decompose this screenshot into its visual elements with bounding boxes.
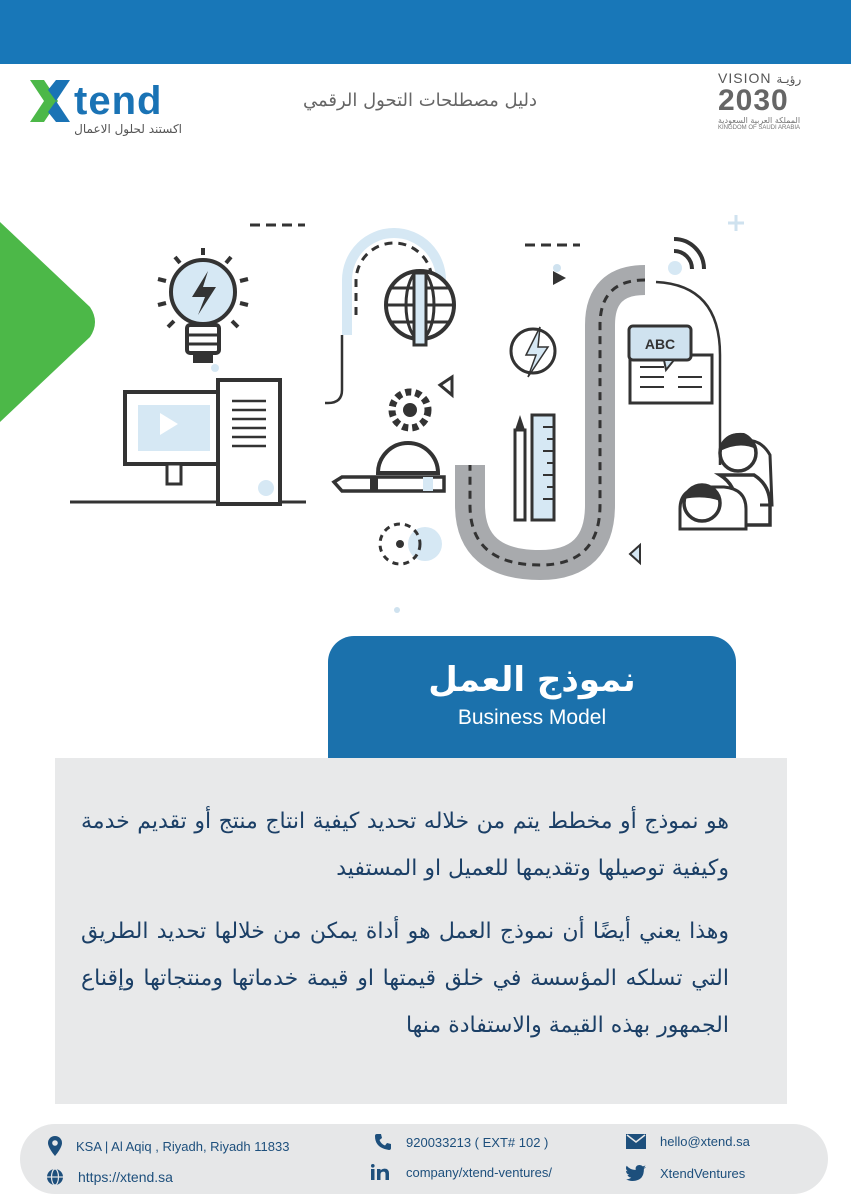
book-abc-icon xyxy=(629,326,712,403)
gears-pencil-icon xyxy=(334,392,444,491)
guide-title: دليل مصطلحات التحول الرقمي xyxy=(302,90,538,111)
abc-label: ABC xyxy=(644,336,676,352)
twitter-icon xyxy=(626,1165,646,1181)
footer-email[interactable] xyxy=(626,1134,750,1149)
brand-name: tend xyxy=(74,79,163,123)
top-banner xyxy=(0,0,851,64)
kingdom-en: KINGDOM OF SAUDI ARABIA xyxy=(718,125,801,131)
digital-transformation-illustration xyxy=(60,205,780,625)
vision-year: 2030 xyxy=(718,84,789,117)
target-icon xyxy=(380,524,442,564)
linkedin-icon xyxy=(370,1164,392,1180)
linkedin-link[interactable]: company/xtend-ventures/ xyxy=(406,1164,552,1180)
footer-phone[interactable] xyxy=(374,1133,548,1151)
footer-linkedin[interactable] xyxy=(370,1164,552,1180)
globe-icon xyxy=(46,1168,64,1186)
definition-paragraph: هو نموذج أو مخطط يتم من خلاله تحديد كيفية انتاج منتج أو تقديم خدمة وكيفية توصيلها وتقديمها للعميل او المستفيد xyxy=(81,809,729,881)
vision-word: VISION xyxy=(718,70,772,86)
location-pin-icon xyxy=(48,1136,62,1156)
x-logo-mark-icon xyxy=(28,78,72,124)
title-card xyxy=(328,636,736,758)
contact-footer xyxy=(20,1124,828,1194)
brand-tagline: اكستند لحلول الاعمال xyxy=(74,122,182,136)
footer-address xyxy=(48,1136,289,1156)
website-link[interactable]: https://xtend.sa xyxy=(78,1169,173,1185)
footer-website[interactable] xyxy=(46,1168,173,1186)
lightning-icon xyxy=(511,327,555,377)
kingdom-ar: المملكة العربية السعودية xyxy=(718,116,801,125)
twitter-handle[interactable]: XtendVentures xyxy=(660,1165,746,1181)
title-english: Business Model xyxy=(457,706,607,729)
vision-ar: رؤيـة xyxy=(776,72,802,86)
phone-icon xyxy=(374,1133,392,1151)
email-icon xyxy=(626,1134,646,1149)
wifi-icon xyxy=(668,239,704,275)
definition-box xyxy=(55,758,787,1104)
monitor-document-icon xyxy=(70,380,306,504)
email-link[interactable]: hello@xtend.sa xyxy=(660,1134,750,1149)
lightbulb-icon xyxy=(158,248,248,363)
phone-text[interactable]: 920033213 ( EXT# 102 ) xyxy=(406,1134,549,1150)
plus-icon xyxy=(728,215,744,231)
vision-2030-logo xyxy=(718,70,828,140)
address-text: KSA | Al Aqiq , Riyadh, Riyadh 11833 xyxy=(76,1138,290,1154)
explanation-paragraph: وهذا يعني أيضًا أن نموذج العمل هو أداة يمكن من خلالها تحديد الطريق التي تسلكه المؤسسة في خلق قيمتها او قيمة خدماتها ومنتجاتها وإقناع الجمهور بهذه القيمة والاستفادة منها xyxy=(81,919,729,1038)
footer-twitter[interactable] xyxy=(626,1165,745,1181)
pencil-ruler-icon xyxy=(515,415,554,520)
road-icon xyxy=(470,280,645,565)
title-arabic: نموذج العمل xyxy=(428,660,636,700)
people-icon xyxy=(680,433,772,529)
globe-pencil-icon xyxy=(386,271,454,345)
xtend-logo xyxy=(28,78,198,140)
